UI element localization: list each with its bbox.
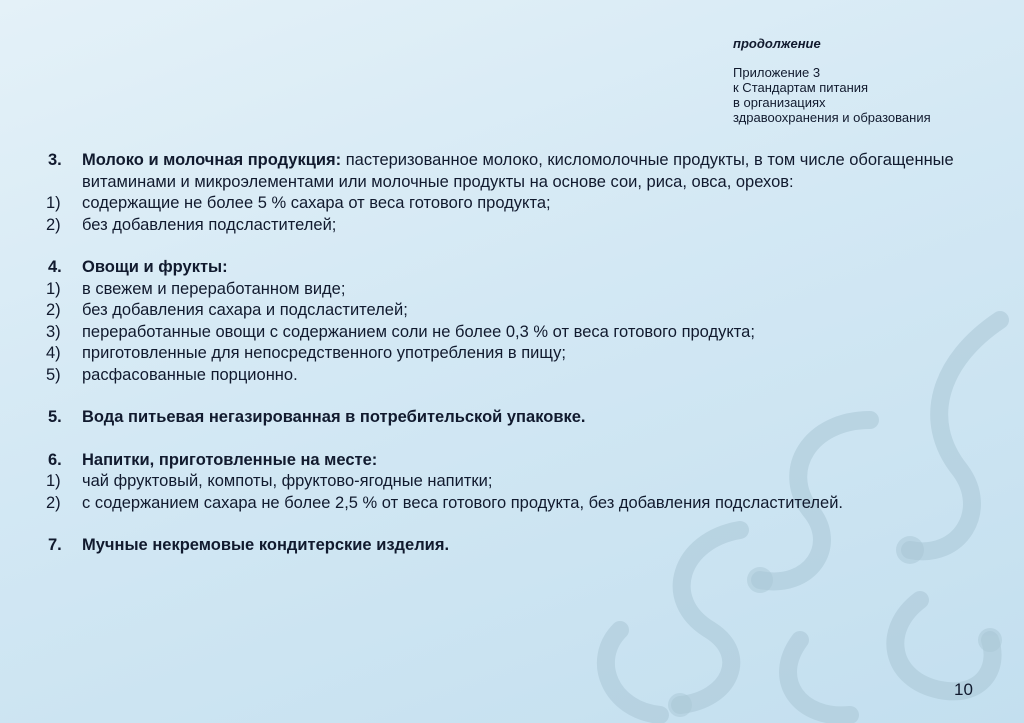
document-body — [46, 150, 996, 557]
section-4 — [46, 257, 996, 279]
list-item — [46, 300, 996, 322]
item-text: содержащие не более 5 % сахара от веса готового продукта; — [82, 194, 551, 212]
page-number: 10 — [954, 680, 973, 699]
section-text: пастеризованное молоко, кисломолочные продукты, в том числе обогащенные витаминами и микроэлементами или молочные продукты на основе сои, риса, овса, орехов: — [82, 151, 954, 191]
item-text: расфасованные порционно. — [82, 365, 298, 384]
list-item — [46, 215, 996, 237]
section-title: Вода питьевая негазированная в потребительской упаковке. — [82, 408, 586, 426]
item-number: 4) — [46, 344, 61, 362]
section-title: Молоко и молочная продукция: — [82, 151, 342, 169]
section-6 — [46, 450, 996, 472]
list-item — [46, 279, 996, 301]
item-text: без добавления подсластителей; — [82, 215, 337, 234]
list-item — [46, 493, 996, 515]
item-text: без добавления сахара и подсластителей; — [82, 301, 408, 319]
section-number: 5. — [48, 408, 62, 426]
item-text: приготовленные для непосредственного употребления в пищу; — [82, 344, 566, 362]
item-number: 2) — [46, 301, 61, 319]
item-number: 1) — [46, 194, 61, 212]
item-number: 5) — [46, 365, 61, 384]
appendix-line: здравоохранения и образования — [733, 110, 931, 125]
item-number: 3) — [46, 322, 61, 341]
item-number: 2) — [46, 215, 61, 234]
section-title: Мучные некремовые кондитерские изделия. — [82, 536, 450, 554]
section-7 — [46, 535, 996, 557]
item-number: 1) — [46, 279, 61, 298]
section-number: 4. — [48, 258, 62, 276]
section-title: Овощи и фрукты: — [82, 258, 228, 276]
continuation-label: продолжение — [733, 36, 821, 51]
section-number: 7. — [48, 536, 62, 554]
appendix-line: в организациях — [733, 95, 826, 110]
appendix-header — [733, 36, 931, 125]
section-number: 3. — [48, 151, 62, 169]
section-number: 6. — [48, 450, 62, 469]
section-title: Напитки, приготовленные на месте: — [82, 450, 378, 469]
item-number: 1) — [46, 472, 61, 490]
list-item — [46, 471, 996, 493]
list-item — [46, 365, 996, 387]
item-text: переработанные овощи с содержанием соли не более 0,3 % от веса готового продукта; — [82, 322, 755, 341]
appendix-line: Приложение 3 — [733, 65, 821, 80]
section-5 — [46, 407, 996, 429]
list-item — [46, 322, 996, 344]
appendix-line: к Стандартам питания — [733, 80, 869, 95]
item-text: с содержанием сахара не более 2,5 % от веса готового продукта, без добавления подсластителей. — [82, 493, 844, 512]
section-3 — [46, 150, 996, 193]
item-number: 2) — [46, 493, 61, 512]
list-item — [46, 193, 996, 215]
item-text: в свежем и переработанном виде; — [82, 279, 346, 298]
item-text: чай фруктовый, компоты, фруктово-ягодные напитки; — [82, 472, 493, 490]
list-item — [46, 343, 996, 365]
